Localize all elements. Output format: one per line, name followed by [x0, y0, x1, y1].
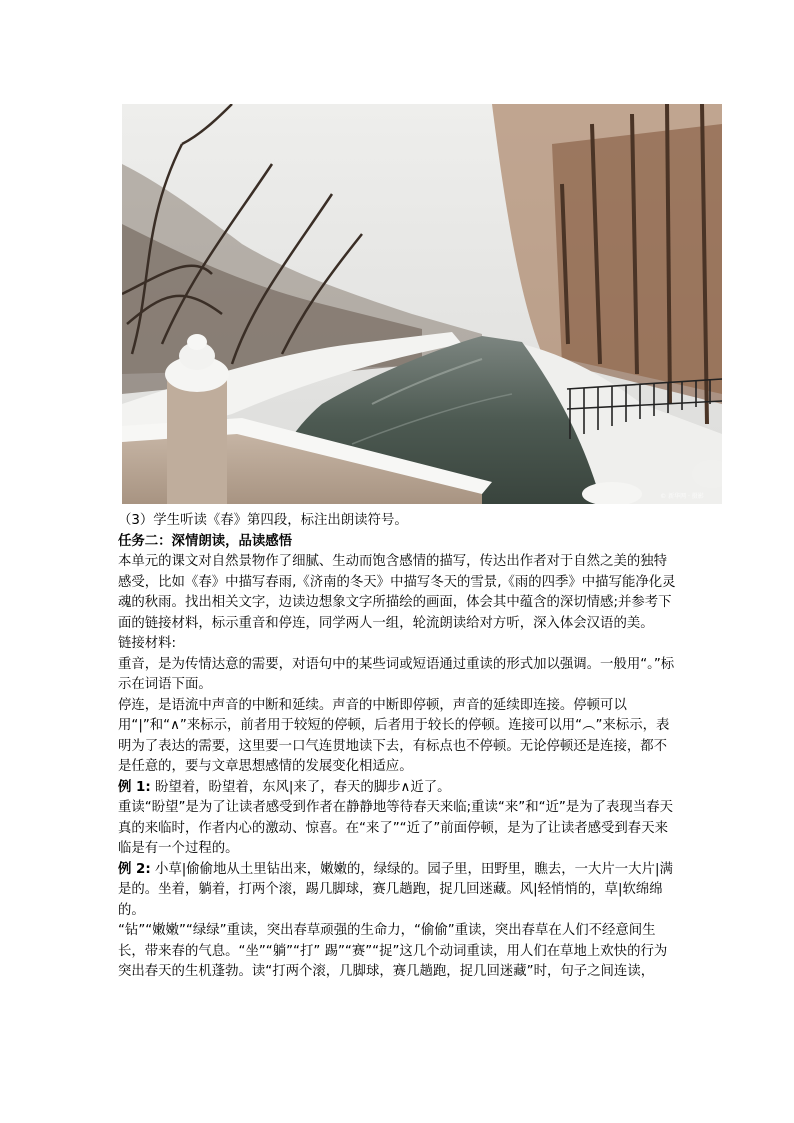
- example2-explain: “钻”“嫩嫩”“绿绿”重读，突出春草顽强的生命力，“偷偷”重读，突出春草在人们不经意间生长，带来春的气息。“坐”“躺”“打” 踢”“赛”“捉”这几个动词重读，用人们在草地上欢快的行为突出春天的生机蓬勃。读“打两个滚，几脚球，赛几趟跑，捉几回迷藏”时，句子之间连读，: [118, 923, 668, 979]
- intro-paragraph: 本单元的课文对自然景物作了细腻、生动而饱含感情的描写，传达出作者对于自然之美的独特感受，比如《春》中描写春雨,《济南的冬天》中描写冬天的雪景,《雨的四季》中描写能净化灵魂的秋雨。找出相关文字，边读边想象文字所描绘的画面，体会其中蕴含的深切情感;并参考下面的链接材料，标示重音和停连，同学两人一组，轮流朗读给对方听，深入体会汉语的美。: [118, 554, 676, 631]
- stress-paragraph: 重音，是为传情达意的需要，对语句中的某些词或短语通过重读的形式加以强调。一般用“。”标示在词语下面。: [118, 656, 675, 692]
- example2-line: [118, 860, 680, 922]
- example2-label: 例 2:: [118, 861, 151, 877]
- example2-text: 小草|偷偷地从土里钻出来，嫩嫩的，绿绿的。园子里，田野里，瞧去，一大片一大片|满是的。坐着，躺着，打两个滚，踢几脚球，赛几趟跑，捉几回迷藏。风|轻悄悄的，草|软绵绵的。: [118, 861, 673, 918]
- step3-line: （3）学生听读《春》第四段，标注出朗读符号。: [118, 513, 408, 528]
- snow-river-photo: [122, 104, 722, 504]
- article-body: [118, 511, 680, 983]
- snow-river-photo-svg: [122, 104, 722, 504]
- pause-paragraph: 停连，是语流中声音的中断和延续。声音的中断即停顿，声音的延续即连接。停顿可以用“|”和“∧”来标示，前者用于较短的停顿，后者用于较长的停顿。连接可以用“︵”来标示，表明为了表达的需要，这里要一口气连贯地读下去，有标点也不停顿。无论停顿还是连接，都不是任意的，要与文章思想感情的发展变化相适应。: [118, 697, 670, 774]
- link-material-title: 链接材料:: [118, 636, 177, 651]
- example1-explain: 重读“盼望”是为了让读者感受到作者在静静地等待春天来临;重读“来”和“近”是为了表现当春天真的来临时，作者内心的激动、惊喜。在“来了”“近了”前面停顿，是为了让读者感受到春天来临是有一个过程的。: [118, 800, 673, 856]
- railing-post: [167, 374, 227, 504]
- photo-watermark: © 新华网 · 摄影: [660, 493, 704, 500]
- example1-line: [118, 778, 680, 799]
- task2-title: 任务二：深情朗读，品读感悟: [118, 533, 293, 549]
- example1-text: 盼望着，盼望着，东风|来了，春天的脚步∧近了。: [150, 779, 451, 795]
- example1-label: 例 1:: [118, 779, 151, 795]
